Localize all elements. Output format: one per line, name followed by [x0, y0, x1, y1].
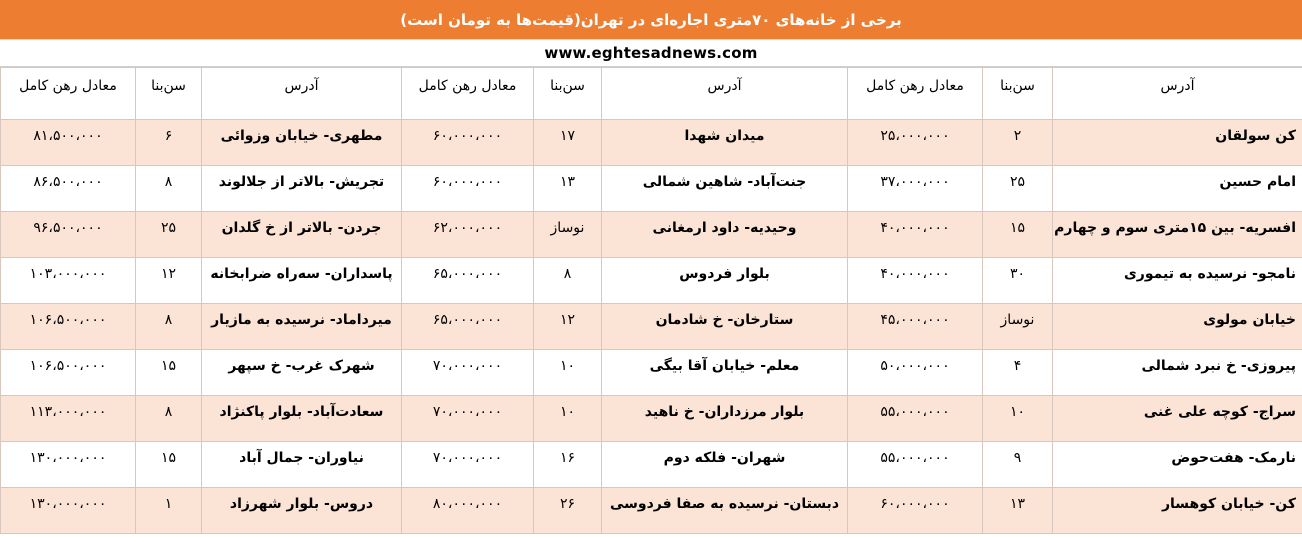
- price-cell: ۳۷،۰۰۰،۰۰۰: [848, 166, 983, 212]
- price-cell: ۱۰۶،۵۰۰،۰۰۰: [1, 350, 136, 396]
- address-cell: ستارخان- خ شادمان: [602, 304, 848, 350]
- age-cell: ۴: [983, 350, 1053, 396]
- address-cell: خیابان مولوی: [1053, 304, 1302, 350]
- address-cell: شهرک غرب- خ سپهر: [202, 350, 402, 396]
- rental-table: [0, 67, 1302, 534]
- age-cell: نوساز: [534, 212, 602, 258]
- price-cell: ۶۲،۰۰۰،۰۰۰: [402, 212, 534, 258]
- table-title: برخی از خانه‌های ۷۰متری اجاره‌ای در تهران(قیمت‌ها به تومان است): [0, 0, 1302, 40]
- address-cell: کن سولقان: [1053, 120, 1302, 166]
- price-cell: ۶۵،۰۰۰،۰۰۰: [402, 258, 534, 304]
- website-label: www.eghtesadnews.com: [0, 40, 1302, 67]
- age-cell: ۶: [136, 120, 202, 166]
- price-cell: ۹۶،۵۰۰،۰۰۰: [1, 212, 136, 258]
- price-cell: ۷۰،۰۰۰،۰۰۰: [402, 396, 534, 442]
- price-cell: ۶۰،۰۰۰،۰۰۰: [848, 488, 983, 534]
- price-cell: ۶۰،۰۰۰،۰۰۰: [402, 120, 534, 166]
- address-cell: سعادت‌آباد- بلوار پاکنژاد: [202, 396, 402, 442]
- age-cell: ۸: [136, 166, 202, 212]
- price-cell: ۵۵،۰۰۰،۰۰۰: [848, 442, 983, 488]
- age-cell: ۱۳: [534, 166, 602, 212]
- age-cell: ۹: [983, 442, 1053, 488]
- price-cell: ۸۰،۰۰۰،۰۰۰: [402, 488, 534, 534]
- header-age-3: سن‌بنا: [136, 68, 202, 120]
- address-cell: تجریش- بالاتر از جلالوند: [202, 166, 402, 212]
- header-address-1: آدرس: [1053, 68, 1302, 120]
- header-address-3: آدرس: [202, 68, 402, 120]
- price-cell: ۲۵،۰۰۰،۰۰۰: [848, 120, 983, 166]
- age-cell: ۱۰: [534, 350, 602, 396]
- price-cell: ۱۱۳،۰۰۰،۰۰۰: [1, 396, 136, 442]
- address-cell: نارمک- هفت‌حوض: [1053, 442, 1302, 488]
- header-age-1: سن‌بنا: [983, 68, 1053, 120]
- price-cell: ۵۵،۰۰۰،۰۰۰: [848, 396, 983, 442]
- age-cell: ۱۵: [136, 442, 202, 488]
- age-cell: نوساز: [983, 304, 1053, 350]
- price-cell: ۸۶،۵۰۰،۰۰۰: [1, 166, 136, 212]
- age-cell: ۱۳: [983, 488, 1053, 534]
- price-cell: ۱۳۰،۰۰۰،۰۰۰: [1, 488, 136, 534]
- address-cell: نیاوران- جمال آباد: [202, 442, 402, 488]
- address-cell: دروس- بلوار شهرزاد: [202, 488, 402, 534]
- age-cell: ۱۰: [983, 396, 1053, 442]
- address-cell: بلوار فردوس: [602, 258, 848, 304]
- age-cell: ۸: [136, 396, 202, 442]
- table-row: [1, 304, 1302, 350]
- address-cell: نامجو- نرسیده به تیموری: [1053, 258, 1302, 304]
- price-cell: ۴۵،۰۰۰،۰۰۰: [848, 304, 983, 350]
- price-cell: ۴۰،۰۰۰،۰۰۰: [848, 212, 983, 258]
- age-cell: ۲۵: [136, 212, 202, 258]
- table-row: [1, 488, 1302, 534]
- address-cell: امام حسین: [1053, 166, 1302, 212]
- age-cell: ۱۲: [136, 258, 202, 304]
- header-address-2: آدرس: [602, 68, 848, 120]
- price-cell: ۸۱،۵۰۰،۰۰۰: [1, 120, 136, 166]
- header-price-3: معادل رهن کامل: [1, 68, 136, 120]
- age-cell: ۲: [983, 120, 1053, 166]
- address-cell: میدان شهدا: [602, 120, 848, 166]
- age-cell: ۱۷: [534, 120, 602, 166]
- table-row: [1, 350, 1302, 396]
- age-cell: ۲۶: [534, 488, 602, 534]
- price-cell: ۴۰،۰۰۰،۰۰۰: [848, 258, 983, 304]
- address-cell: دبستان- نرسیده به صفا فردوسی: [602, 488, 848, 534]
- table-header-row: [1, 68, 1302, 120]
- table-row: [1, 396, 1302, 442]
- header-age-2: سن‌بنا: [534, 68, 602, 120]
- address-cell: جردن- بالاتر از خ گلدان: [202, 212, 402, 258]
- age-cell: ۱: [136, 488, 202, 534]
- price-cell: ۷۰،۰۰۰،۰۰۰: [402, 350, 534, 396]
- age-cell: ۳۰: [983, 258, 1053, 304]
- header-price-2: معادل رهن کامل: [402, 68, 534, 120]
- price-cell: ۱۰۶،۵۰۰،۰۰۰: [1, 304, 136, 350]
- age-cell: ۱۵: [136, 350, 202, 396]
- header-price-1: معادل رهن کامل: [848, 68, 983, 120]
- address-cell: افسریه- بین ۱۵متری سوم و چهارم: [1053, 212, 1302, 258]
- price-cell: ۷۰،۰۰۰،۰۰۰: [402, 442, 534, 488]
- table-row: [1, 442, 1302, 488]
- address-cell: بلوار مرزداران- خ ناهید: [602, 396, 848, 442]
- age-cell: ۱۵: [983, 212, 1053, 258]
- address-cell: کن- خیابان کوهسار: [1053, 488, 1302, 534]
- price-cell: ۱۰۳،۰۰۰،۰۰۰: [1, 258, 136, 304]
- address-cell: شهران- فلکه دوم: [602, 442, 848, 488]
- address-cell: میرداماد- نرسیده به مازیار: [202, 304, 402, 350]
- age-cell: ۱۶: [534, 442, 602, 488]
- age-cell: ۱۲: [534, 304, 602, 350]
- address-cell: پیروزی- خ نبرد شمالی: [1053, 350, 1302, 396]
- price-cell: ۱۳۰،۰۰۰،۰۰۰: [1, 442, 136, 488]
- age-cell: ۱۰: [534, 396, 602, 442]
- address-cell: مطهری- خیابان وزوائی: [202, 120, 402, 166]
- price-cell: ۶۰،۰۰۰،۰۰۰: [402, 166, 534, 212]
- table-row: [1, 120, 1302, 166]
- address-cell: پاسداران- سه‌راه ضرابخانه: [202, 258, 402, 304]
- age-cell: ۸: [534, 258, 602, 304]
- table-row: [1, 166, 1302, 212]
- table-row: [1, 212, 1302, 258]
- age-cell: ۲۵: [983, 166, 1053, 212]
- age-cell: ۸: [136, 304, 202, 350]
- address-cell: سراج- کوچه علی غنی: [1053, 396, 1302, 442]
- address-cell: جنت‌آباد- شاهین شمالی: [602, 166, 848, 212]
- price-cell: ۶۵،۰۰۰،۰۰۰: [402, 304, 534, 350]
- address-cell: معلم- خیابان آقا بیگی: [602, 350, 848, 396]
- address-cell: وحیدیه- داود ارمغانی: [602, 212, 848, 258]
- table-row: [1, 258, 1302, 304]
- price-cell: ۵۰،۰۰۰،۰۰۰: [848, 350, 983, 396]
